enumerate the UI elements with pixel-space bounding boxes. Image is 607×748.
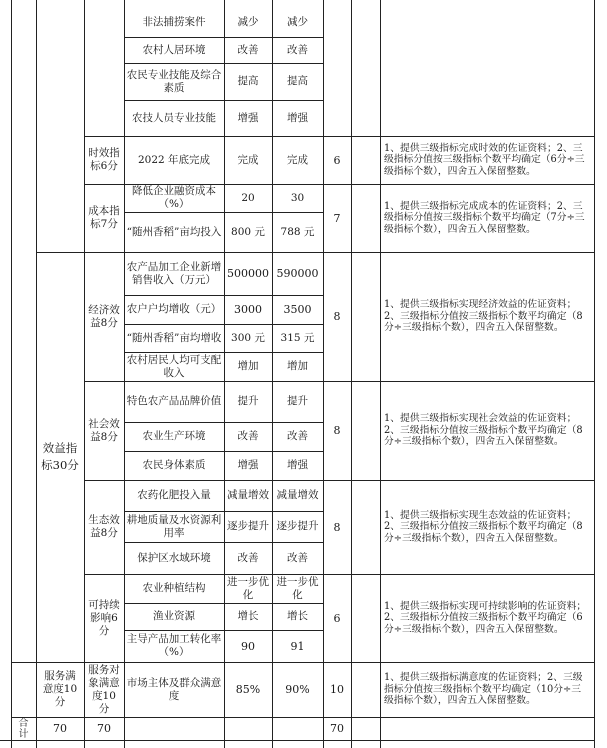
actual-cell: 提高 [287,75,308,87]
actual-cell: 改善 [287,430,308,442]
category-label: 社会效益8分 [88,417,120,443]
target-cell: 进一步优化 [227,575,269,601]
indicator-cell: 2022 年底完成 [137,153,211,166]
total-value: 70 [53,722,67,735]
category-label: 时效指标6分 [88,147,120,172]
indicator-cell: 耕地质量及水资源利用率 [126,513,222,539]
indicator-cell: 农村人居环境 [142,43,206,56]
target-cell: 改善 [237,551,259,564]
actual-cell: 进一步优化 [276,575,319,601]
scoring-note: 1、提供三级指标实现生态效益的佐证资料；2、三级指标分值按三级指标个数平均确定（8分÷三级指标个数），四舍五入保留整数。 [384,509,583,544]
score-cell: 6 [333,153,341,167]
target-cell: 逐步提升 [227,520,269,532]
actual-cell: 减少 [287,16,308,28]
target-cell: 提升 [237,395,259,407]
indicator-cell: “随州香稻”亩均投入 [126,225,222,238]
actual-cell: 完成 [287,153,308,166]
actual-cell: 增加 [287,360,308,372]
actual-cell: 590000 [276,267,319,280]
score-cell: 8 [333,520,341,534]
actual-cell: 增强 [287,111,308,124]
target-cell: 增长 [237,610,259,622]
grid-line [36,0,37,748]
target-cell: 改善 [237,43,259,56]
scoring-note: 1、提供三级指标完成时效的佐证资料；2、三级指标分值按三级指标个数平均确定（6分÷三级指标个数），四舍五入保留整数。 [384,142,585,177]
total-label: 合计 [18,717,29,740]
indicator-cell: 农户户均增收（元） [126,303,222,315]
target-cell: 增强 [237,111,259,124]
actual-cell: 315 元 [280,331,315,344]
benefit-indicator-label: 效益指标30分 [41,441,79,472]
score-cell: 7 [333,211,341,225]
indicator-cell: 特色农产品品牌价值 [126,395,222,407]
target-cell: 3000 [234,303,262,316]
scoring-note: 1、提供三级指标完成成本的佐证资料；2、三级指标分值按三级指标个数平均确定（7分÷三级指标个数），四舍五入保留整数。 [384,200,585,235]
actual-cell: 改善 [287,551,308,564]
grid-line [351,0,352,748]
grid-line [84,0,85,748]
total-score: 70 [330,722,344,735]
actual-cell: 逐步提升 [276,520,319,532]
category-label: 可持续影响6分 [88,598,120,637]
indicator-cell: 市场主体及群众满意度 [126,676,222,702]
target-cell: 90 [241,639,255,653]
score-cell: 8 [333,424,341,437]
total-value: 70 [97,722,111,735]
grid-line [0,740,594,741]
actual-cell: 90% [285,683,310,696]
indicator-cell: 渔业资源 [153,610,195,622]
category-label: 生态效益8分 [88,514,120,539]
actual-cell: 提升 [287,395,308,407]
actual-cell: 3500 [283,303,312,316]
target-cell: 800 元 [231,225,265,238]
target-cell: 改善 [237,430,259,442]
indicator-cell: 降低企业融资成本（%） [132,185,216,210]
target-cell: 完成 [237,153,259,166]
category-label: 成本指标7分 [88,205,120,230]
indicator-cell: 农业种植结构 [142,582,206,594]
indicator-cell: 非法捕捞案件 [142,16,206,28]
indicator-cell: 保护区水域环境 [137,551,211,564]
target-cell: 85% [235,683,261,696]
indicator-cell: 农产品加工企业新增销售收入（万元） [126,260,222,286]
actual-cell: 增强 [287,459,308,471]
target-cell: 20 [241,191,255,204]
indicator-cell: “随州香稻”亩均增收 [126,331,222,344]
indicator-cell: 农业生产环境 [142,430,206,442]
target-cell: 减少 [237,16,259,28]
target-cell: 增强 [237,459,259,471]
scoring-note: 1、提供三级指标实现可持续影响的佐证资料；2、三级指标分值按三级指标个数平均确定（6分÷三级指标个数），四舍五入保留整数。 [384,600,587,635]
target-cell: 300 元 [231,331,265,344]
indicator-cell: 主导产品加工转化率（%） [126,633,222,658]
indicator-cell: 农民专业技能及综合素质 [126,68,222,94]
satisfaction-sub-label: 服务对象满意度10分 [88,663,120,715]
actual-cell: 增长 [287,610,308,622]
target-cell: 增加 [237,360,259,372]
actual-cell: 91 [290,639,305,653]
indicator-cell: 农药化肥投入量 [137,489,211,501]
category-label: 经济效益8分 [88,303,120,329]
actual-cell: 788 元 [280,225,315,238]
target-cell: 500000 [227,267,269,280]
grid-line [594,0,595,748]
indicator-cell: 农村居民人均可支配收入 [126,353,222,379]
scoring-note: 1、提供三级指标实现社会效益的佐证资料；2、三级指标分值按三级指标个数平均确定（8分÷三级指标个数），四舍五入保留整数。 [384,413,583,448]
scoring-note: 1、提供三级指标实现经济效益的佐证资料；2、三级指标分值按三级指标个数平均确定（8分÷三级指标个数），四舍五入保留整数。 [384,299,583,334]
target-cell: 减量增效 [227,489,269,501]
score-cell: 8 [333,310,341,323]
satisfaction-label: 服务满意度10分 [42,670,78,708]
scoring-note: 1、提供三级指标满意度的佐证资料；2、三级指标分值按三级指标个数平均确定（10分÷三级指标个数），四舍五入保留整数。 [384,672,583,707]
actual-cell: 改善 [287,43,308,56]
actual-cell: 减量增效 [276,489,319,501]
indicator-cell: 农技人员专业技能 [132,111,216,124]
score-cell: 10 [330,683,344,696]
target-cell: 提高 [237,75,259,87]
grid-line [11,0,12,748]
indicator-cell: 农民身体素质 [142,459,206,471]
score-cell: 6 [333,611,341,625]
actual-cell: 30 [290,191,305,204]
